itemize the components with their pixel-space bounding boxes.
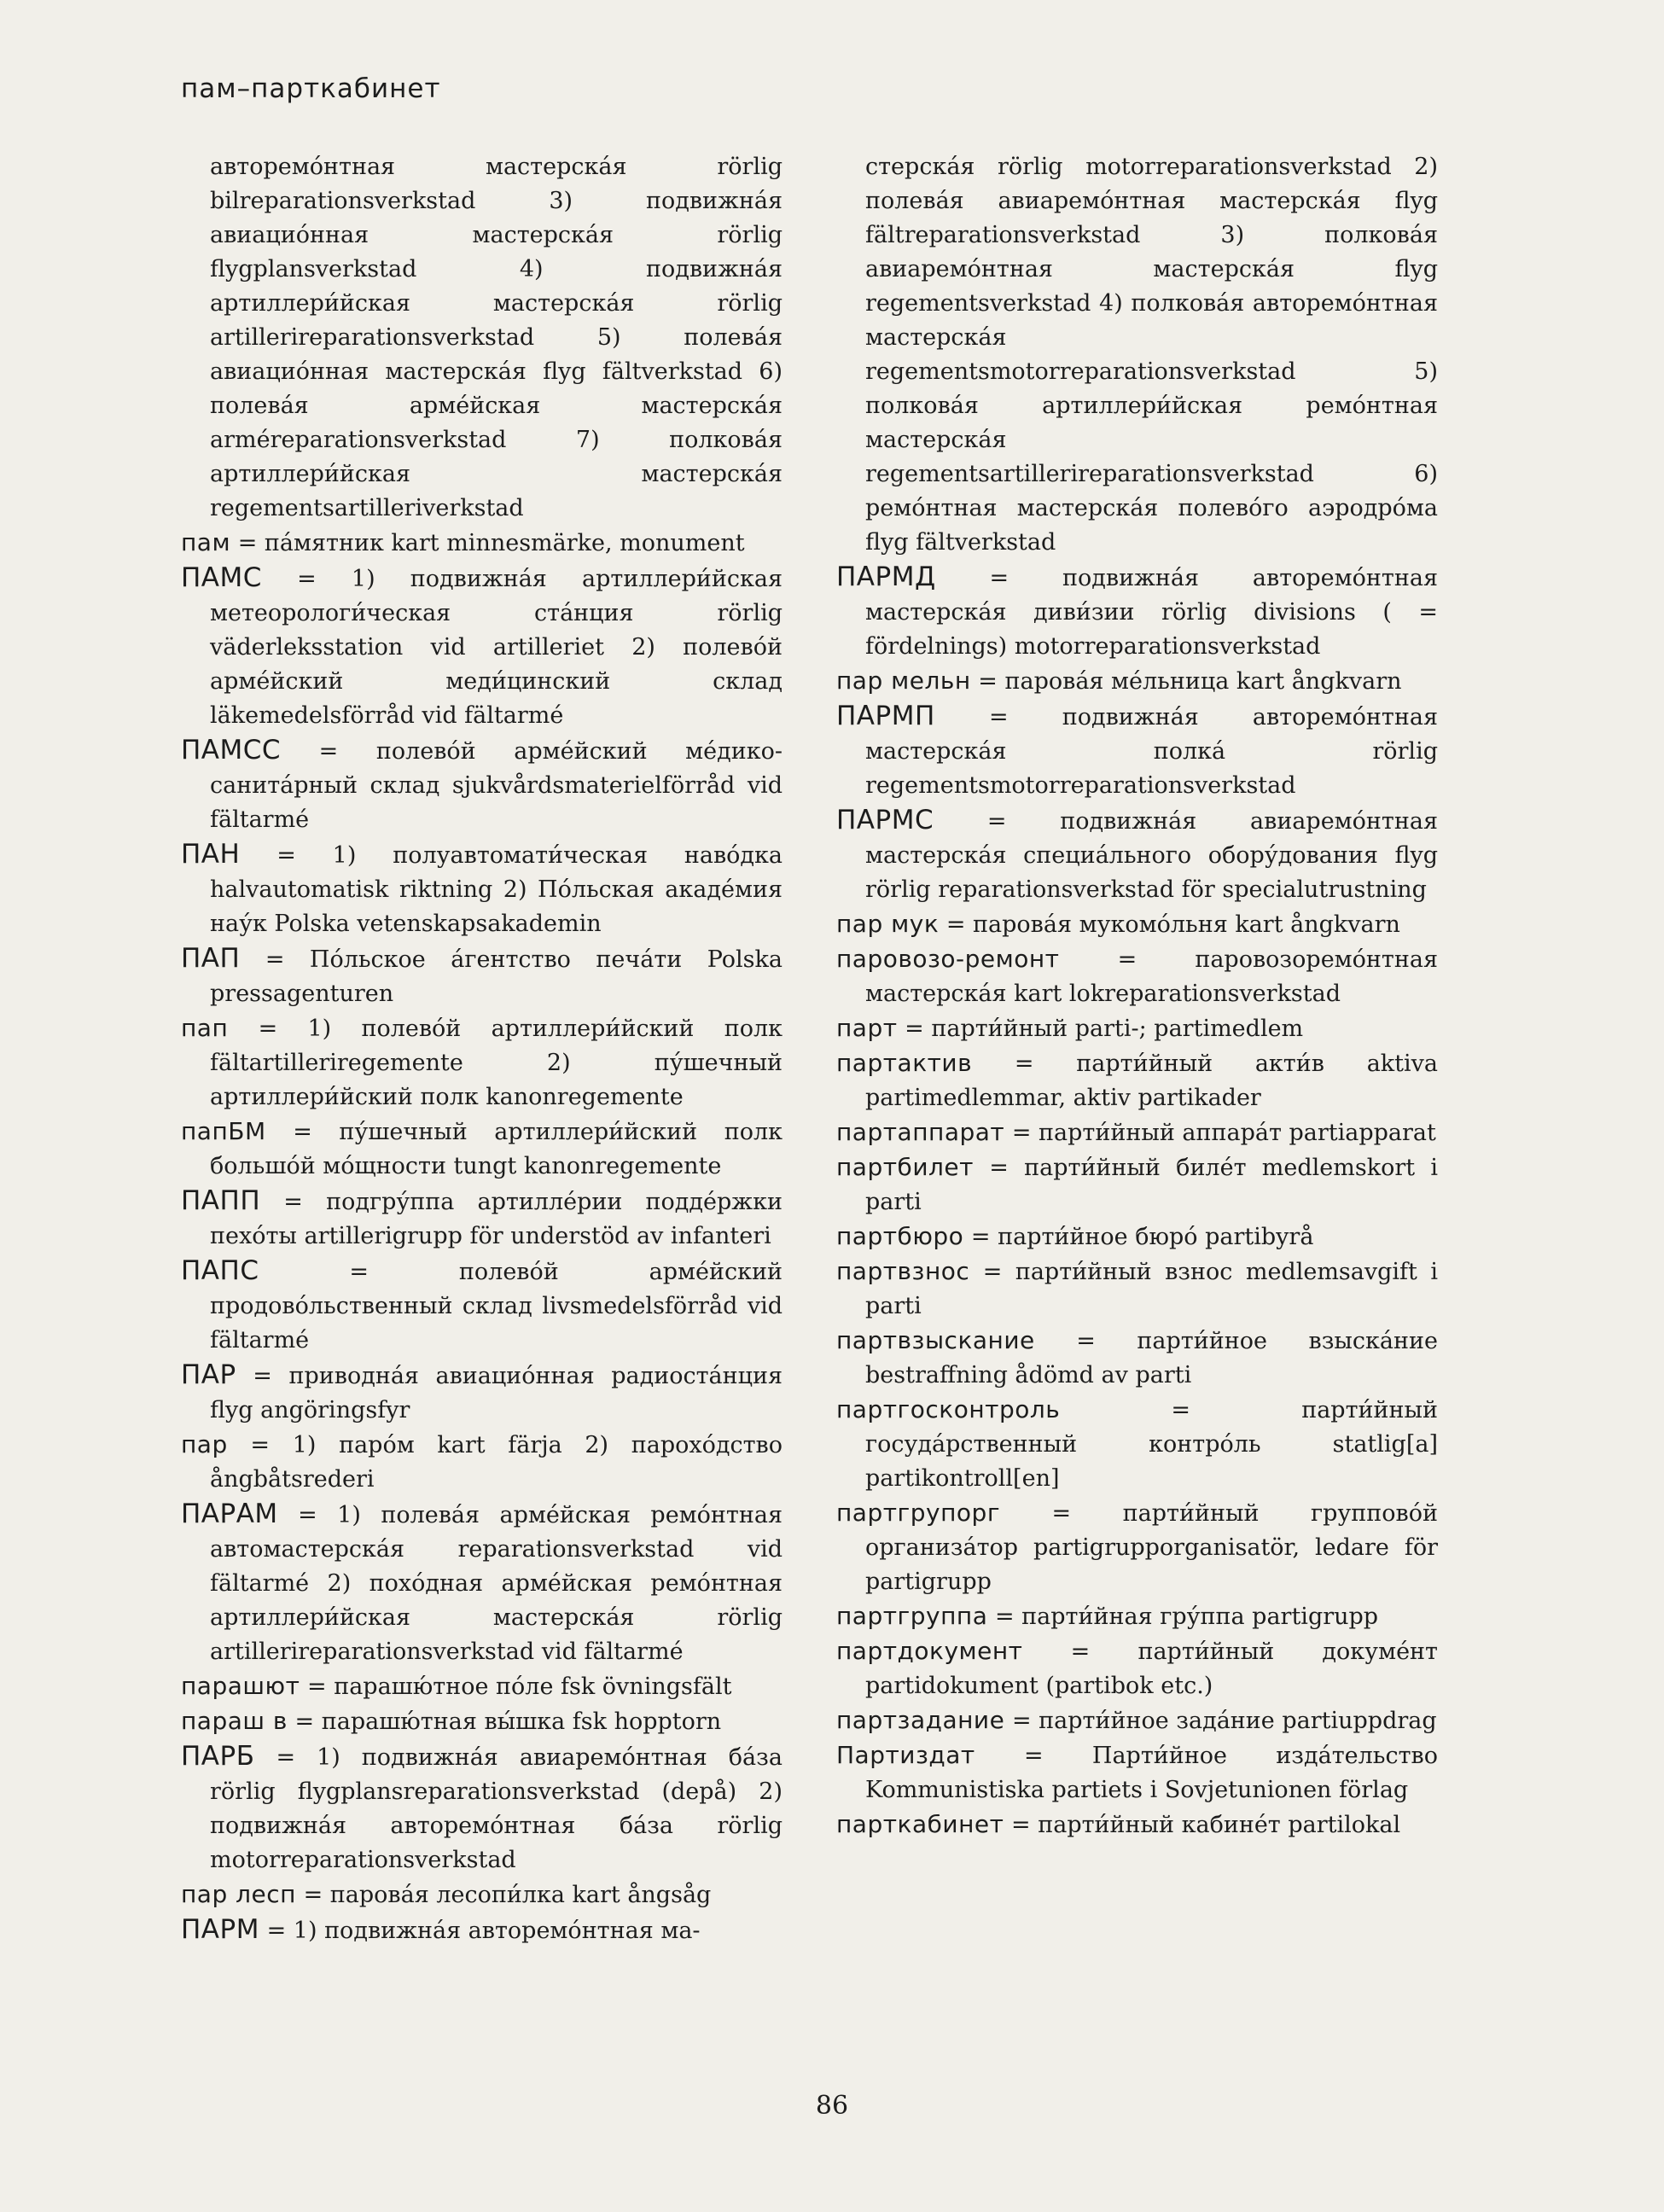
dictionary-entry (836, 1011, 1438, 1046)
entry-headword: ПАП (181, 943, 241, 974)
entry-headword: партзадание (836, 1706, 1005, 1734)
entry-headword: партаппарат (836, 1118, 1005, 1146)
entry-headword: Партиздат (836, 1741, 975, 1769)
entry-definition: = парова́я лесопи́лка kart ångsåg (303, 1882, 712, 1908)
entry-definition: = парти́йный кабине́т partilokal (1011, 1812, 1401, 1838)
entry-definition: = 1) подвижна́я авторемо́нтная ма- (266, 1918, 701, 1944)
dictionary-entry (836, 1496, 1438, 1599)
page-number: 86 (815, 2091, 849, 2121)
dictionary-entry (181, 1254, 783, 1358)
entry-headword: ПАРБ (181, 1741, 255, 1772)
entry-headword: пар (181, 1430, 228, 1458)
entry-definition: = парти́йный биле́т medlemskort i parti (865, 1155, 1438, 1215)
entry-headword: пам (181, 528, 231, 556)
right-column (836, 150, 1438, 1842)
running-header: пам–парткабинет (181, 73, 441, 104)
entry-definition: = 1) полево́й артиллери́йский полк fältartilleriregemente 2) пу́шечный артиллери́йский полк kanonregemente (210, 1016, 783, 1110)
entry-definition: = па́мятник kart minnesmärke, monument (237, 530, 745, 556)
entry-definition: = парти́йный акти́в aktiva partimedlemmar, aktiv partikader (865, 1051, 1438, 1111)
dictionary-entry (836, 150, 1438, 560)
entry-definition: = парашю́тное по́ле fsk övningsfält (307, 1674, 732, 1700)
entry-definition: = парти́йный госуда́рственный контро́ль statlig[a] partikontroll[en] (865, 1397, 1438, 1492)
entry-headword: ПАПП (181, 1185, 261, 1216)
entry-headword: ПАМСС (181, 735, 282, 765)
entry-definition: = подвижна́я авторемо́нтная мастерска́я полка́ rörlig regementsmotorreparationsverkstad (865, 704, 1438, 799)
entry-definition: = парти́йный взнос medlemsavgift i parti (865, 1259, 1438, 1319)
entry-headword: ПАМС (181, 562, 262, 593)
entry-headword: пар мук (836, 910, 940, 938)
entry-headword: ПАРМД (836, 562, 936, 592)
entry-headword: ПАПС (181, 1255, 259, 1286)
entry-headword: партбилет (836, 1153, 974, 1181)
dictionary-entry (836, 664, 1438, 699)
entry-headword: партбюро (836, 1222, 964, 1250)
entry-definition: = парти́йное взыска́ние bestraffning ådömd av parti (865, 1328, 1438, 1388)
entry-headword: партгосконтроль (836, 1395, 1061, 1423)
entry-headword: ПАРМ (181, 1914, 259, 1945)
dictionary-entry (836, 1046, 1438, 1115)
entry-headword: пар лесп (181, 1880, 296, 1908)
dictionary-entry (181, 1497, 783, 1669)
entry-headword: партвзнос (836, 1257, 970, 1285)
entry-definition: = парти́йный докуме́нт partidokument (partibok etc.) (865, 1639, 1438, 1699)
entry-headword: парашют (181, 1672, 300, 1700)
dictionary-entry (836, 1634, 1438, 1703)
dictionary-entry (836, 1324, 1438, 1393)
dictionary-entry (181, 941, 783, 1011)
entry-definition: = Парти́йное изда́тельство Kommunistiska partiets i Sovjetunionen förlag (865, 1743, 1438, 1803)
dictionary-entry (181, 1115, 783, 1184)
entry-definition: = паровозоремо́нтная мастерска́я kart lokreparationsverkstad (865, 946, 1438, 1007)
entry-headword: ПАН (181, 839, 241, 870)
dictionary-entry (836, 560, 1438, 664)
dictionary-entry (181, 150, 783, 526)
dictionary-entry (836, 1703, 1438, 1738)
dictionary-entry (181, 1358, 783, 1428)
entry-headword: ПАРМП (836, 701, 935, 731)
entry-definition: = полево́й арме́йский ме́дико-санита́рный склад sjukvårdsmaterielförråd vid fältarmé (210, 738, 783, 833)
entry-headword: парткабинет (836, 1810, 1004, 1838)
entry-definition: = парти́йный аппара́т partiapparat (1011, 1120, 1436, 1146)
entry-headword: партдокумент (836, 1637, 1023, 1665)
entry-definition: = парти́йная гру́ппа partigrupp (994, 1604, 1379, 1630)
entry-headword: параш в (181, 1707, 288, 1735)
dictionary-entry (836, 1807, 1438, 1842)
dictionary-entry (836, 942, 1438, 1011)
dictionary-entry (181, 1704, 783, 1739)
entry-definition: = 1) подвижна́я артиллери́йская метеорологи́ческая ста́нция rörlig väderleksstation vid artilleriet 2) полево́й арме́йский меди́цинский склад läkemedelsförråd vid fältarmé (210, 566, 783, 729)
dictionary-entry (836, 1599, 1438, 1634)
entry-definition: = 1) полева́я арме́йская ремо́нтная автомастерска́я reparationsverkstad vid fältarmé 2) похо́дная арме́йская ремо́нтная артиллери́йская мастерска́я rörlig artillerireparationsverkstad vid fältarmé (210, 1502, 783, 1665)
dictionary-entry (181, 733, 783, 837)
dictionary-entry (181, 1428, 783, 1497)
entry-definition: стерска́я rörlig motorreparationsverkstad 2) полева́я авиаремо́нтная мастерска́я flyg fältreparationsverkstad 3) полкова́я авиаремо́нтная мастерска́я flyg regementsverkstad 4) полкова́я авторемо́нтная мастерска́я regementsmotorreparationsverkstad 5) полкова́я артиллери́йская ремо́нтная мастерска́я regementsartillerireparationsverkstad 6) ремо́нтная мастерска́я полево́го аэродро́ма flyg fältverkstad (865, 154, 1438, 556)
entry-definition: = парова́я ме́льница kart ångkvarn (978, 668, 1402, 695)
dictionary-entry (181, 837, 783, 941)
entry-definition: = пу́шечный артиллери́йский полк большо́й мо́щности tungt kanonregemente (210, 1119, 783, 1179)
dictionary-entry (181, 1912, 783, 1948)
entry-headword: ПАРАМ (181, 1499, 278, 1529)
entry-definition: = парова́я мукомо́льня kart ångkvarn (945, 911, 1400, 938)
dictionary-entry (181, 1877, 783, 1912)
entry-definition: = 1) подвижна́я авиаремо́нтная ба́за rörlig flygplansreparationsverkstad (depå) 2) подвижна́я авторемо́нтная ба́за rörlig motorreparationsverkstad (210, 1744, 783, 1873)
entry-definition: = парти́йный группово́й организа́тор partigrupporganisatör, ledare för partigrupp (865, 1500, 1438, 1595)
entry-definition: авторемо́нтная мастерска́я rörlig bilreparationsverkstad 3) подвижна́я авиацио́нная мастерска́я rörlig flygplansverkstad 4) подвижна́я артиллери́йская мастерска́я rörlig artillerireparationsverkstad 5) полева́я авиацио́нная мастерска́я flyg fältverkstad 6) полева́я арме́йская мастерска́я arméreparationsverkstad 7) полкова́я артиллери́йская мастерска́я regementsartilleriverkstad (210, 154, 783, 521)
dictionary-entry (181, 1669, 783, 1704)
entry-headword: парт (836, 1014, 898, 1042)
dictionary-entry (181, 561, 783, 733)
entry-definition: = По́льское а́гентство печа́ти Polska pressagenturen (210, 946, 783, 1007)
left-column (181, 150, 783, 1948)
dictionary-entry (836, 1150, 1438, 1220)
entry-definition: = парашю́тная вы́шка fsk hopptorn (294, 1708, 722, 1735)
dictionary-entry (836, 699, 1438, 803)
entry-definition: = подгру́ппа артилле́рии подде́ржки пехо́ты artillerigrupp för understöd av infanteri (210, 1189, 783, 1249)
entry-definition: = подвижна́я авиаремо́нтная мастерска́я специа́льного обору́дования flyg rörlig reparationsverkstad för specialutrustning (865, 808, 1438, 903)
entry-headword: ПАР (181, 1359, 236, 1390)
entry-headword: ПАРМС (836, 805, 934, 835)
entry-definition: = подвижна́я авторемо́нтная мастерска́я диви́зии rörlig divisions ( = fördelnings) motorreparationsverkstad (865, 565, 1438, 660)
entry-definition: = 1) полуавтомати́ческая наво́дка halvautomatisk riktning 2) По́льская акаде́мия нау́к Polska vetenskapsakademin (210, 842, 783, 937)
dictionary-entry (836, 1115, 1438, 1150)
dictionary-entry (836, 907, 1438, 942)
entry-headword: пап (181, 1014, 229, 1042)
entry-definition: = 1) паро́м kart färja 2) парохо́дство ångbåtsrederi (210, 1432, 783, 1493)
dictionary-entry (836, 1254, 1438, 1324)
entry-headword: партактив (836, 1049, 973, 1077)
dictionary-entry (181, 1184, 783, 1254)
entry-definition: = парти́йное зада́ние partiuppdrag (1011, 1708, 1437, 1734)
entry-headword: партгруппа (836, 1602, 988, 1630)
entry-headword: пар мельн (836, 667, 971, 695)
dictionary-entry (181, 1011, 783, 1115)
entry-headword: папБМ (181, 1117, 266, 1145)
entry-headword: паровозо-ремонт (836, 945, 1060, 973)
dictionary-entry (836, 1220, 1438, 1254)
entry-definition: = парти́йный parti-; partimedlem (905, 1016, 1304, 1042)
dictionary-entry (836, 803, 1438, 907)
entry-headword: партвзыскание (836, 1326, 1035, 1354)
entry-definition: = приводна́я авиацио́нная радиоста́нция flyg angöringsfyr (210, 1363, 783, 1423)
dictionary-entry (181, 526, 783, 561)
dictionary-entry (181, 1739, 783, 1877)
entry-definition: = парти́йное бюро́ partibyrå (970, 1224, 1314, 1250)
dictionary-entry (836, 1393, 1438, 1496)
entry-definition: = полево́й арме́йский продово́льственный склад livsmedelsförråd vid fältarmé (210, 1259, 783, 1353)
entry-headword: партгрупорг (836, 1499, 1001, 1527)
dictionary-entry (836, 1738, 1438, 1807)
